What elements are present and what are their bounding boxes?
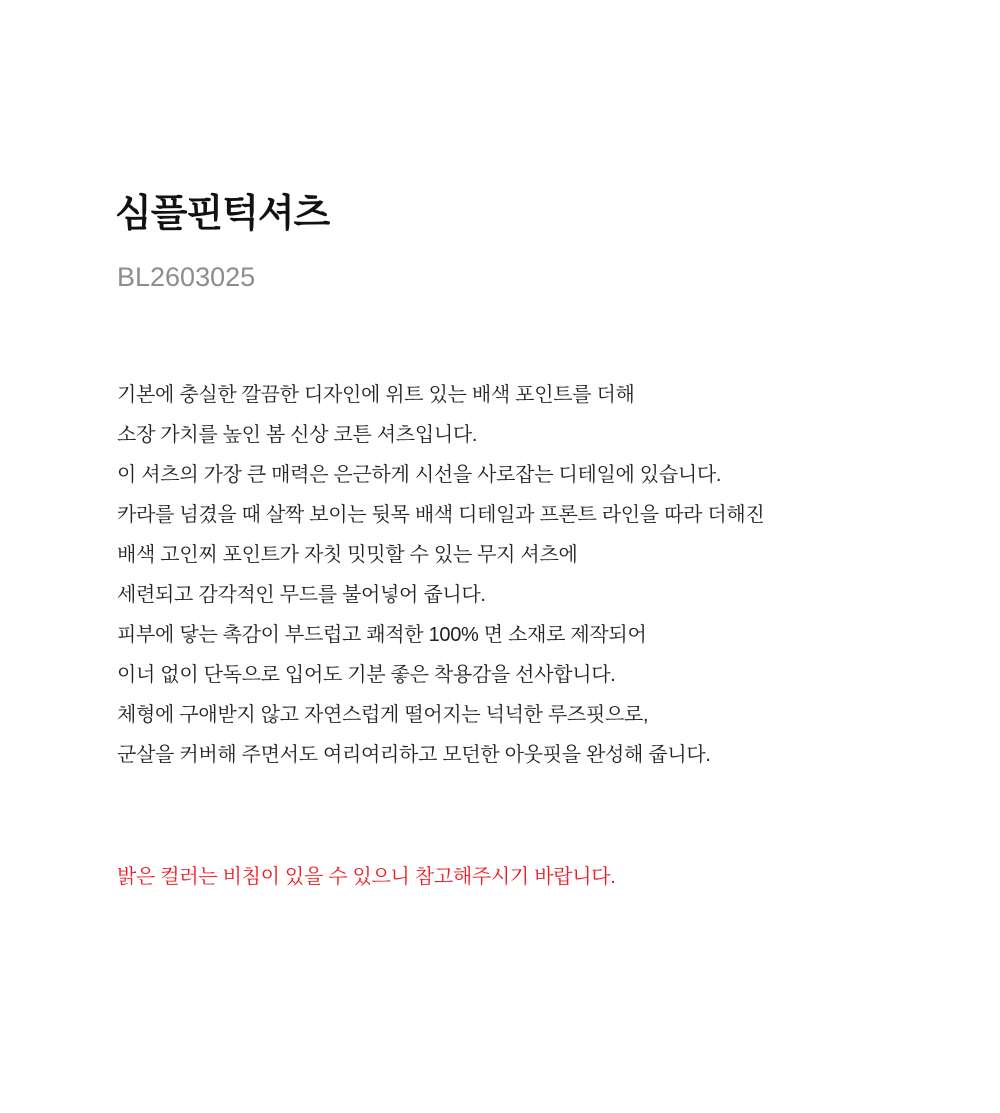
description-line: 이너 없이 단독으로 입어도 기분 좋은 착용감을 선사합니다. [117,664,616,686]
product-code: BL2603025 [117,262,256,292]
page-title: 심플핀턱셔츠 [115,193,330,235]
notice-text: 밝은 컬러는 비침이 있을 수 있으니 참고해주시기 바랍니다. [117,866,616,888]
description-block [117,375,937,775]
description-line: 이 셔츠의 가장 큰 매력은 은근하게 시선을 사로잡는 디테일에 있습니다. [117,464,722,486]
description-line: 세련되고 감각적인 무드를 불어넣어 줍니다. [117,584,486,606]
description-line: 피부에 닿는 촉감이 부드럽고 쾌적한 100% 면 소재로 제작되어 [117,624,647,646]
description-line: 카라를 넘겼을 때 살짝 보이는 뒷목 배색 디테일과 프론트 라인을 따라 더해진 [117,504,765,526]
description-line: 소장 가치를 높인 봄 신상 코튼 셔츠입니다. [117,424,478,446]
description-line: 군살을 커버해 주면서도 여리여리하고 모던한 아웃핏을 완성해 줍니다. [117,744,711,766]
description-line: 배색 고인찌 포인트가 자칫 밋밋할 수 있는 무지 셔츠에 [117,544,578,566]
description-line: 기본에 충실한 깔끔한 디자인에 위트 있는 배색 포인트를 더해 [117,384,635,406]
description-line: 체형에 구애받지 않고 자연스럽게 떨어지는 넉넉한 루즈핏으로, [117,704,649,726]
